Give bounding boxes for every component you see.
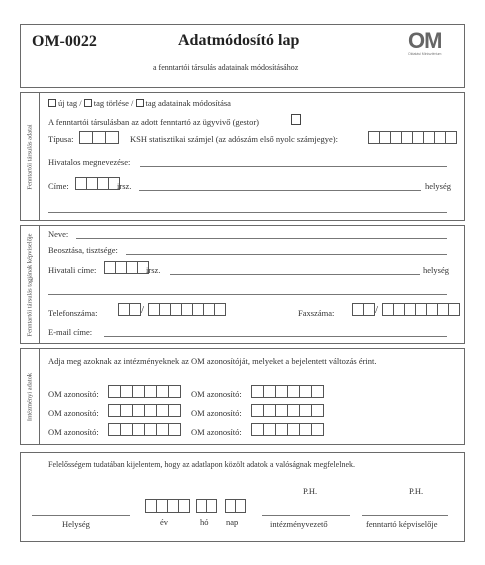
- head-signature-label: intézményvezető: [270, 519, 328, 529]
- side-label-institutions: Intézményi adatok: [21, 349, 40, 444]
- om-id-boxes[interactable]: [251, 423, 324, 436]
- om-logo-small: Oktatási Minisztérium: [408, 52, 442, 56]
- type-boxes[interactable]: [79, 131, 119, 144]
- address-street-field[interactable]: [48, 212, 447, 213]
- declaration-statement: Felelősségem tudatában kijelentem, hogy az adatlapon közölt adatok a valóságnak megfelelnek.: [48, 460, 356, 469]
- address-label: Címe:: [48, 181, 69, 191]
- institutions-intro: Adja meg azoknak az intézményeknek az OM azonosítóját, melyeket a bejelentett változás érint.: [48, 356, 377, 366]
- place-label: Helység: [62, 519, 90, 529]
- address-zip-boxes[interactable]: [75, 177, 120, 190]
- om-id-boxes[interactable]: [251, 385, 324, 398]
- ksh-label: KSH statisztikai számjel (az adószám első nyolc számjegye):: [130, 134, 338, 144]
- rep-zip-boxes[interactable]: [104, 261, 149, 274]
- side-label-member-data: Fenntartói társulás adatai: [21, 93, 40, 220]
- address-zip-label: irsz.: [117, 181, 132, 191]
- form-code: OM-0022: [32, 33, 97, 50]
- om-id-boxes[interactable]: [108, 404, 181, 417]
- rep-street-field[interactable]: [48, 294, 447, 295]
- new-member-checkbox[interactable]: [48, 99, 56, 107]
- type-label: Típusa:: [48, 134, 74, 144]
- rep-city-field[interactable]: [170, 274, 420, 275]
- gestor-label: A fenntartói társulásban az adott fenntartó az ügyvivő (gestor): [48, 117, 260, 127]
- stamp-placeholder-head: P.H.: [303, 486, 318, 496]
- day-boxes[interactable]: [225, 499, 246, 513]
- delete-member-checkbox[interactable]: [84, 99, 92, 107]
- month-boxes[interactable]: [196, 499, 217, 513]
- om-id-label: OM azonosító:: [48, 408, 99, 418]
- rep-signature-label: fenntartó képviselője: [366, 519, 438, 529]
- phone-number-boxes[interactable]: [148, 303, 226, 316]
- modify-member-checkbox[interactable]: [136, 99, 144, 107]
- rep-name-label: Neve:: [48, 229, 69, 239]
- form-title: Adatmódosító lap: [178, 32, 300, 49]
- om-id-label: OM azonosító:: [191, 408, 242, 418]
- official-name-field[interactable]: [140, 166, 447, 167]
- stamp-placeholder-rep: P.H.: [409, 486, 424, 496]
- rep-signature-field[interactable]: [362, 515, 448, 516]
- address-city-field[interactable]: [139, 190, 421, 191]
- om-id-label: OM azonosító:: [191, 427, 242, 437]
- fax-area-boxes[interactable]: [352, 303, 375, 316]
- om-id-boxes[interactable]: [251, 404, 324, 417]
- fax-number-boxes[interactable]: [382, 303, 460, 316]
- rep-office-address-label: Hivatali címe:: [48, 265, 97, 275]
- change-type-options: új tag / tag törlése / tag adatainak módosítása: [48, 98, 231, 108]
- om-id-boxes[interactable]: [108, 385, 181, 398]
- place-field[interactable]: [32, 515, 130, 516]
- om-id-label: OM azonosító:: [191, 389, 242, 399]
- rep-name-field[interactable]: [76, 238, 447, 239]
- rep-zip-label: irsz.: [146, 265, 161, 275]
- om-id-boxes[interactable]: [108, 423, 181, 436]
- email-label: E-mail címe:: [48, 327, 93, 337]
- fax-slash: /: [375, 304, 379, 316]
- form-subtitle: a fenntartói társulás adatainak módosításához: [153, 63, 299, 72]
- head-signature-field[interactable]: [262, 515, 350, 516]
- om-id-label: OM azonosító:: [48, 389, 99, 399]
- email-field[interactable]: [104, 336, 447, 337]
- phone-label: Telefonszáma:: [48, 308, 98, 318]
- om-logo-text: OM: [408, 28, 442, 53]
- ksh-boxes[interactable]: [368, 131, 457, 144]
- gestor-checkbox[interactable]: [291, 114, 301, 125]
- rep-position-label: Beosztása, tisztsége:: [48, 245, 118, 255]
- phone-slash: /: [141, 304, 145, 316]
- rep-city-label: helység: [423, 265, 449, 275]
- om-id-label: OM azonosító:: [48, 427, 99, 437]
- fax-label: Faxszáma:: [298, 308, 335, 318]
- address-city-label: helység: [425, 181, 451, 191]
- side-label-representative: Fenntartói társulás tagjának képviselője: [21, 226, 40, 343]
- year-label: év: [160, 517, 169, 527]
- day-label: nap: [226, 517, 239, 527]
- month-label: hó: [200, 517, 209, 527]
- year-boxes[interactable]: [145, 499, 190, 513]
- rep-position-field[interactable]: [126, 254, 447, 255]
- official-name-label: Hivatalos megnevezése:: [48, 157, 131, 167]
- phone-area-boxes[interactable]: [118, 303, 141, 316]
- om-logo: [408, 30, 454, 64]
